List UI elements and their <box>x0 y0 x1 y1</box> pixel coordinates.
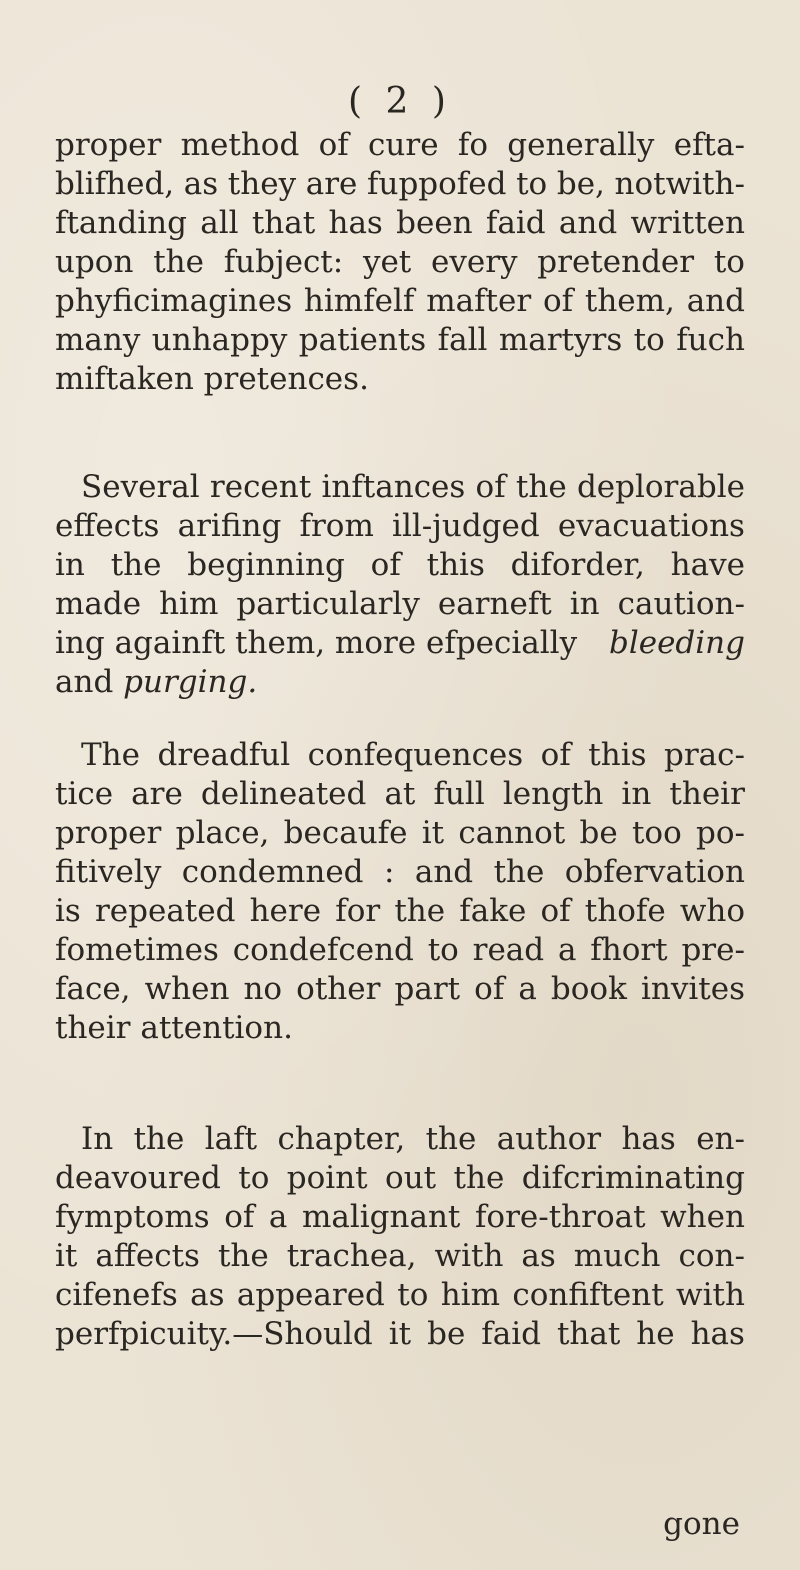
word: appeared <box>236 1277 385 1313</box>
word: be <box>427 1316 466 1352</box>
word: are <box>305 166 358 202</box>
paragraph-3 <box>55 736 745 1048</box>
word: a <box>557 932 577 968</box>
word: he <box>636 1316 675 1352</box>
catchword: gone <box>663 1506 740 1542</box>
word: the <box>453 1160 505 1196</box>
word: it <box>55 1238 78 1274</box>
text-line <box>55 321 745 360</box>
text-line <box>55 165 745 204</box>
text-line <box>55 931 745 970</box>
word: of <box>370 547 401 583</box>
word: tice <box>55 776 114 812</box>
text-line <box>55 1237 745 1276</box>
word: faid <box>481 1316 541 1352</box>
word: have <box>670 547 745 583</box>
word: unhappy <box>151 322 288 358</box>
word: affects <box>95 1238 200 1274</box>
word: cifenefs <box>55 1277 178 1313</box>
word: ill-judged <box>392 508 540 544</box>
text-line: miftaken pretences. <box>55 361 369 397</box>
word: po- <box>696 815 745 851</box>
word: repeated <box>94 893 236 929</box>
word: as <box>183 166 219 202</box>
word: book <box>550 971 627 1007</box>
word: patients <box>298 322 427 358</box>
text-line <box>55 1159 745 1198</box>
word: of <box>318 127 349 163</box>
word: a <box>268 1199 288 1235</box>
word: as <box>190 1277 225 1313</box>
text-line <box>55 1198 745 1237</box>
word: the <box>515 469 567 505</box>
word: : <box>383 854 395 890</box>
word: has <box>621 1121 676 1157</box>
word: their <box>669 776 745 812</box>
word: and <box>686 283 745 319</box>
word: effects <box>55 508 160 544</box>
word: him <box>159 586 219 622</box>
word: invites <box>640 971 745 1007</box>
word: arifing <box>177 508 282 544</box>
word: generally <box>507 127 655 163</box>
text-line <box>55 585 745 624</box>
word: are <box>131 776 183 812</box>
word: length <box>502 776 604 812</box>
word: much <box>573 1238 661 1274</box>
word: fymptoms <box>55 1199 210 1235</box>
text-line <box>55 775 745 814</box>
word: it <box>388 1316 412 1352</box>
word: as <box>521 1238 556 1274</box>
word: evacuations <box>557 508 745 544</box>
word: be, <box>556 166 605 202</box>
word: author <box>496 1121 602 1157</box>
text-line <box>55 853 745 892</box>
word: mafter <box>426 283 532 319</box>
word: with <box>434 1238 504 1274</box>
paragraph-2 <box>55 468 745 702</box>
word: fitively <box>55 854 162 890</box>
word: when <box>660 1199 745 1235</box>
word: at <box>384 776 416 812</box>
text-line <box>55 736 745 775</box>
word: of <box>475 469 506 505</box>
word: that <box>556 1316 621 1352</box>
word: faid <box>485 205 546 241</box>
word: particularly <box>236 586 420 622</box>
word: and <box>414 854 474 890</box>
text-line <box>55 282 745 321</box>
word: the <box>425 1121 477 1157</box>
word: diforder, <box>510 547 645 583</box>
word: many <box>55 322 141 358</box>
word: inftances <box>321 469 466 505</box>
word: fubject: <box>223 244 344 280</box>
word: obfervation <box>564 854 745 890</box>
word: to <box>516 166 548 202</box>
word: been <box>396 205 473 241</box>
word: The <box>81 737 140 773</box>
word: all <box>200 205 239 241</box>
text-line <box>55 204 745 243</box>
word: yet <box>362 244 412 280</box>
word: con- <box>678 1238 745 1274</box>
word: the <box>217 1238 269 1274</box>
word: In <box>81 1121 114 1157</box>
text-line <box>55 243 745 282</box>
word: of <box>474 971 505 1007</box>
word: written <box>630 205 745 241</box>
text-line <box>55 126 745 165</box>
word: fuppofed <box>367 166 507 202</box>
text-line-with-italic <box>55 624 745 663</box>
word: fuch <box>676 322 745 358</box>
word: confequences <box>307 737 524 773</box>
text-line <box>55 1276 745 1315</box>
word: method <box>180 127 300 163</box>
word: delineated <box>200 776 367 812</box>
word: in <box>621 776 652 812</box>
word: en- <box>696 1121 745 1157</box>
word: to <box>713 244 745 280</box>
word: full <box>433 776 485 812</box>
word: cure <box>368 127 439 163</box>
word: beginning <box>187 547 345 583</box>
word: to <box>633 322 665 358</box>
word: the <box>133 1121 185 1157</box>
word: ftanding <box>55 205 187 241</box>
paragraph-4 <box>55 1120 745 1354</box>
word: caution- <box>617 586 745 622</box>
word: the <box>493 854 545 890</box>
word: has <box>690 1316 745 1352</box>
word: read <box>472 932 545 968</box>
text-segment: ing againft them, more efpecially <box>55 625 578 661</box>
word: place, <box>175 815 270 851</box>
word: to <box>427 932 459 968</box>
word: who <box>679 893 745 929</box>
word: proper <box>55 815 162 851</box>
page-number: ( 2 ) <box>348 81 452 122</box>
text-line <box>55 468 745 507</box>
word: the <box>153 244 204 280</box>
word: becaufe <box>283 815 408 851</box>
word: too <box>631 815 682 851</box>
word: every <box>431 244 518 280</box>
word: other <box>296 971 381 1007</box>
word: fo <box>457 127 488 163</box>
word: this <box>426 547 485 583</box>
word: pretender <box>537 244 695 280</box>
word: fhort <box>590 932 668 968</box>
text-segment: and <box>55 664 114 700</box>
word: Several <box>81 469 200 505</box>
word: no <box>243 971 283 1007</box>
text-line <box>55 1315 745 1354</box>
word: of <box>540 737 571 773</box>
word: and <box>558 205 618 241</box>
word: for <box>335 893 381 929</box>
word: chapter, <box>277 1121 406 1157</box>
word: himfelf <box>303 283 415 319</box>
word: confiftent <box>512 1277 664 1313</box>
word: perfpicuity.—Should <box>55 1316 373 1352</box>
word: prac- <box>663 737 745 773</box>
word: blifhed, <box>55 166 175 202</box>
text-line <box>55 970 745 1009</box>
text-line: their attention. <box>55 1010 293 1046</box>
word: them, <box>584 283 675 319</box>
word: him <box>440 1277 500 1313</box>
text-line <box>55 507 745 546</box>
word: to <box>238 1160 270 1196</box>
word: fore-throat <box>474 1199 646 1235</box>
word: they <box>227 166 297 202</box>
word: to <box>397 1277 429 1313</box>
word: proper <box>55 127 162 163</box>
word: deavoured <box>55 1160 221 1196</box>
word: laft <box>204 1121 258 1157</box>
text-line <box>55 814 745 853</box>
word: in <box>569 586 600 622</box>
word: point <box>286 1160 368 1196</box>
word: face, <box>55 971 131 1007</box>
word: the <box>394 893 446 929</box>
word: difcriminating <box>521 1160 745 1196</box>
word: fall <box>437 322 488 358</box>
word: when <box>144 971 230 1007</box>
word: a <box>518 971 537 1007</box>
italic-word-purging: purging. <box>123 664 258 700</box>
text-line <box>55 546 745 585</box>
word: of <box>224 1199 255 1235</box>
word: phyficimagines <box>55 283 293 319</box>
word: part <box>394 971 461 1007</box>
word: it <box>421 815 445 851</box>
word: be <box>579 815 618 851</box>
word: earneft <box>437 586 552 622</box>
word: here <box>249 893 322 929</box>
italic-word-bleeding: bleeding <box>608 625 745 661</box>
word: upon <box>55 244 134 280</box>
word: notwith- <box>614 166 745 202</box>
text-line-with-italic <box>55 663 745 702</box>
word: the <box>110 547 162 583</box>
word: efta- <box>673 127 745 163</box>
word: from <box>299 508 374 544</box>
word: of <box>540 893 571 929</box>
word: thofe <box>584 893 666 929</box>
word: condemned <box>181 854 364 890</box>
word: condefcend <box>232 932 414 968</box>
word: that <box>251 205 316 241</box>
word: recent <box>209 469 312 505</box>
word: malignant <box>301 1199 461 1235</box>
word: trachea, <box>286 1238 417 1274</box>
paragraph-1 <box>55 126 745 399</box>
word: has <box>328 205 383 241</box>
word: cannot <box>458 815 566 851</box>
word: is <box>55 893 81 929</box>
word: of <box>542 283 574 319</box>
word: out <box>385 1160 437 1196</box>
word: in <box>55 547 85 583</box>
text-line <box>55 892 745 931</box>
word: martyrs <box>498 322 623 358</box>
text-line <box>55 1120 745 1159</box>
word: deplorable <box>576 469 745 505</box>
word: this <box>588 737 647 773</box>
word: pre- <box>681 932 745 968</box>
word: fake <box>459 893 527 929</box>
word: with <box>676 1277 745 1313</box>
word: dreadful <box>157 737 291 773</box>
word: fometimes <box>55 932 219 968</box>
word: made <box>55 586 142 622</box>
